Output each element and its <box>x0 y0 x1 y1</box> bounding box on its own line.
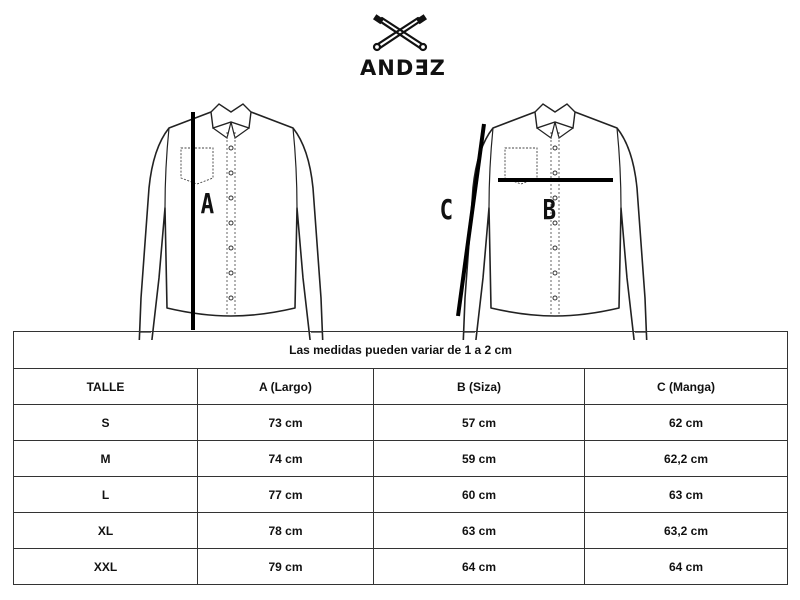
table-header-row <box>14 369 788 405</box>
manga-cell: 63,2 cm <box>585 513 788 549</box>
dimension-label-c: C <box>439 193 454 226</box>
size-cell: M <box>14 441 198 477</box>
table-row <box>14 441 788 477</box>
size-cell: XXL <box>14 549 198 585</box>
manga-cell: 62 cm <box>585 405 788 441</box>
shirt-front-left <box>139 104 323 340</box>
manga-cell: 64 cm <box>585 549 788 585</box>
siza-cell: 57 cm <box>374 405 585 441</box>
measurement-note: Las medidas pueden variar de 1 a 2 cm <box>14 332 788 369</box>
size-chart-table <box>13 331 788 585</box>
size-cell: S <box>14 405 198 441</box>
siza-cell: 60 cm <box>374 477 585 513</box>
dimension-label-b: B <box>542 193 557 226</box>
header-b-siza: B (Siza) <box>374 369 585 405</box>
siza-cell: 64 cm <box>374 549 585 585</box>
largo-cell: 73 cm <box>198 405 374 441</box>
table-row <box>14 549 788 585</box>
largo-cell: 78 cm <box>198 513 374 549</box>
header-a-largo: A (Largo) <box>198 369 374 405</box>
header-talle: TALLE <box>14 369 198 405</box>
largo-cell: 74 cm <box>198 441 374 477</box>
table-row <box>14 405 788 441</box>
size-cell: XL <box>14 513 198 549</box>
table-row <box>14 477 788 513</box>
table-note-row <box>14 332 788 369</box>
manga-cell: 63 cm <box>585 477 788 513</box>
largo-cell: 77 cm <box>198 477 374 513</box>
siza-cell: 59 cm <box>374 441 585 477</box>
brand-name: ANDƎZ <box>360 56 446 80</box>
size-cell: L <box>14 477 198 513</box>
siza-cell: 63 cm <box>374 513 585 549</box>
header-c-manga: C (Manga) <box>585 369 788 405</box>
dimension-label-a: A <box>200 187 215 220</box>
table-row <box>14 513 788 549</box>
manga-cell: 62,2 cm <box>585 441 788 477</box>
largo-cell: 79 cm <box>198 549 374 585</box>
